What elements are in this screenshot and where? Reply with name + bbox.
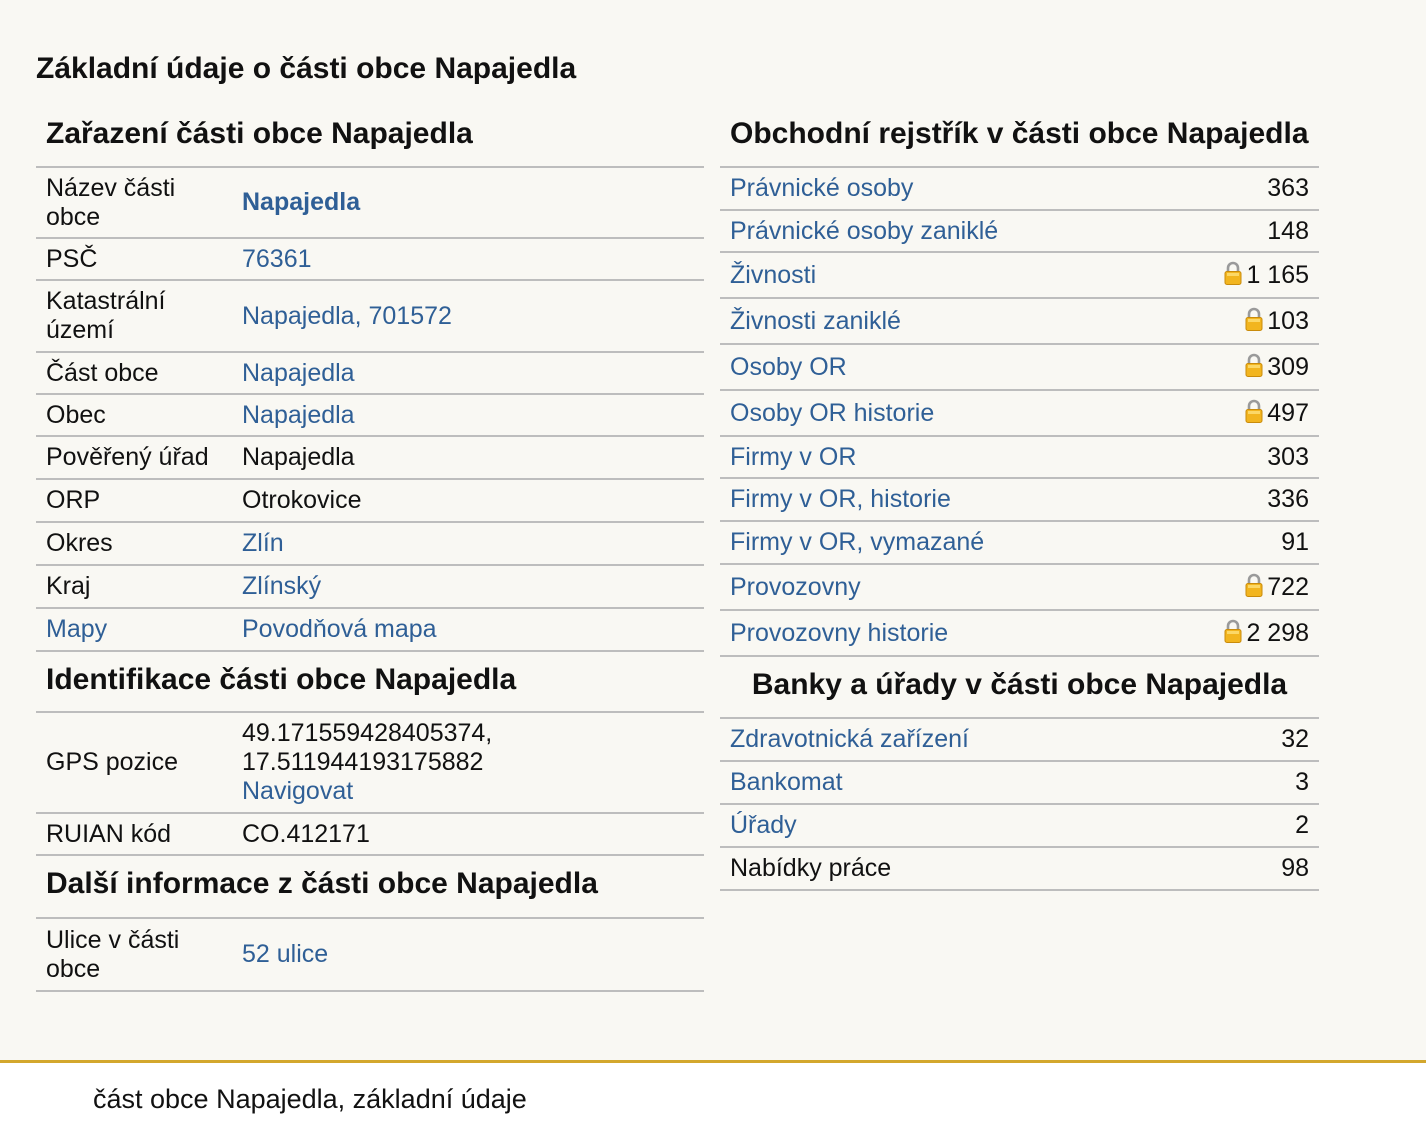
count-value: 497: [1267, 398, 1309, 427]
section-title-banky: Banky a úřady v části obce Napajedla: [720, 657, 1319, 719]
firmy-v-or-link[interactable]: Firmy v OR: [730, 442, 857, 471]
row-label: Obec: [36, 394, 232, 436]
count-value: 303: [1158, 436, 1319, 478]
obchodni-table: [720, 168, 1319, 657]
section-title-identifikace: Identifikace části obce Napajedla: [36, 652, 704, 713]
lock-icon: [1223, 261, 1243, 285]
table-row: [36, 168, 704, 238]
row-label: Část obce: [36, 352, 232, 394]
lock-icon: [1223, 619, 1243, 643]
section-title-zarazeni: Zařazení části obce Napajedla: [36, 114, 704, 168]
count-value: 3: [1226, 761, 1319, 804]
zivnosti-link[interactable]: Živnosti: [730, 260, 817, 289]
zdravotnicka-zarizeni-link[interactable]: Zdravotnická zařízení: [730, 725, 969, 753]
povodnova-mapa-link[interactable]: Povodňová mapa: [242, 615, 437, 643]
povereny-urad-value: Napajedla: [232, 436, 704, 479]
obec-link[interactable]: Napajedla: [242, 400, 355, 429]
row-label: Kraj: [36, 565, 232, 608]
table-row: [720, 252, 1319, 298]
nazev-casti-link[interactable]: Napajedla: [242, 188, 361, 216]
count-value: 103: [1267, 306, 1309, 335]
dalsi-table: [36, 919, 704, 992]
orp-value: Otrokovice: [232, 479, 704, 522]
banky-table: [720, 719, 1319, 891]
navigovat-link[interactable]: Navigovat: [242, 777, 354, 805]
table-row: [36, 238, 704, 280]
gps-label: GPS pozice: [36, 713, 232, 813]
lock-icon: [1244, 353, 1264, 377]
count-value: 2: [1226, 804, 1319, 847]
count-value: 363: [1158, 168, 1319, 210]
left-column: [36, 114, 704, 992]
gps-latitude: 49.171559428405374,: [242, 719, 493, 747]
okres-link[interactable]: Zlín: [242, 529, 284, 557]
row-label: PSČ: [36, 238, 232, 280]
table-row: [720, 761, 1319, 804]
section-title-obchodni: Obchodní rejstřík v části obce Napajedla: [720, 114, 1319, 168]
right-column: [720, 114, 1319, 891]
table-row: [36, 522, 704, 565]
count-value: 2 298: [1246, 618, 1309, 647]
row-label: Katastrální území: [36, 280, 232, 352]
bankomat-link[interactable]: Bankomat: [730, 768, 843, 796]
count-value: 722: [1267, 572, 1309, 601]
table-row: [720, 610, 1319, 656]
count-value: 32: [1226, 719, 1319, 761]
count-value: 98: [1226, 847, 1319, 890]
count-value: 148: [1158, 210, 1319, 252]
provozovny-historie-link[interactable]: Provozovny historie: [730, 618, 949, 647]
nabidky-prace-label: Nabídky práce: [720, 847, 1226, 890]
table-row: [36, 608, 704, 651]
firmy-v-or-vymazane-link[interactable]: Firmy v OR, vymazané: [730, 528, 985, 556]
firmy-v-or-historie-link[interactable]: Firmy v OR, historie: [730, 485, 951, 513]
table-row: [720, 804, 1319, 847]
gps-longitude: 17.511944193175882: [242, 748, 484, 776]
osoby-or-link[interactable]: Osoby OR: [730, 352, 847, 381]
table-row: [720, 344, 1319, 390]
table-row: [36, 813, 704, 855]
lock-icon: [1244, 399, 1264, 423]
table-row: [720, 478, 1319, 521]
table-row: [720, 298, 1319, 344]
ulice-label: Ulice v části obce: [36, 919, 232, 991]
identifikace-table: [36, 713, 704, 856]
lock-icon: [1244, 307, 1264, 331]
count-value: 336: [1158, 478, 1319, 521]
footer-text: část obce Napajedla, základní údaje: [93, 1084, 527, 1114]
count-value: 309: [1267, 352, 1309, 381]
cast-obce-link[interactable]: Napajedla: [242, 358, 355, 387]
pravnicke-osoby-zanikle-link[interactable]: Právnické osoby zaniklé: [730, 216, 999, 245]
row-label: ORP: [36, 479, 232, 522]
section-title-dalsi: Další informace z části obce Napajedla: [36, 856, 704, 919]
page-title: Základní údaje o části obce Napajedla: [36, 52, 577, 85]
urady-link[interactable]: Úřady: [730, 811, 797, 839]
table-row: [36, 565, 704, 608]
row-label: Okres: [36, 522, 232, 565]
zarazeni-table: [36, 168, 704, 652]
ruian-label: RUIAN kód: [36, 813, 232, 855]
ulice-link[interactable]: 52 ulice: [242, 940, 329, 968]
table-row: [720, 719, 1319, 761]
zivnosti-zanikle-link[interactable]: Živnosti zaniklé: [730, 306, 901, 335]
osoby-or-historie-link[interactable]: Osoby OR historie: [730, 398, 935, 427]
table-row: [720, 847, 1319, 890]
row-label: Pověřený úřad: [36, 436, 232, 479]
table-row: [720, 210, 1319, 252]
count-value: 1 165: [1246, 260, 1309, 289]
ruian-value: CO.412171: [232, 813, 704, 855]
table-row: [36, 352, 704, 394]
katastralni-uzemi-link[interactable]: Napajedla, 701572: [242, 301, 452, 330]
table-row: [720, 436, 1319, 478]
table-row: [36, 919, 704, 991]
table-row: [36, 713, 704, 813]
table-row: [720, 390, 1319, 436]
psc-link[interactable]: 76361: [242, 244, 312, 273]
lock-icon: [1244, 573, 1264, 597]
table-row: [720, 564, 1319, 610]
pravnicke-osoby-link[interactable]: Právnické osoby: [730, 174, 914, 202]
table-row: [720, 168, 1319, 210]
table-row: [36, 394, 704, 436]
mapy-link[interactable]: Mapy: [46, 615, 108, 643]
count-value: 91: [1158, 521, 1319, 564]
row-label: Název části obce: [36, 168, 232, 238]
table-row: [36, 280, 704, 352]
kraj-link[interactable]: Zlínský: [242, 572, 322, 600]
provozovny-link[interactable]: Provozovny: [730, 572, 861, 601]
table-row: [36, 479, 704, 522]
table-row: [36, 436, 704, 479]
table-row: [720, 521, 1319, 564]
